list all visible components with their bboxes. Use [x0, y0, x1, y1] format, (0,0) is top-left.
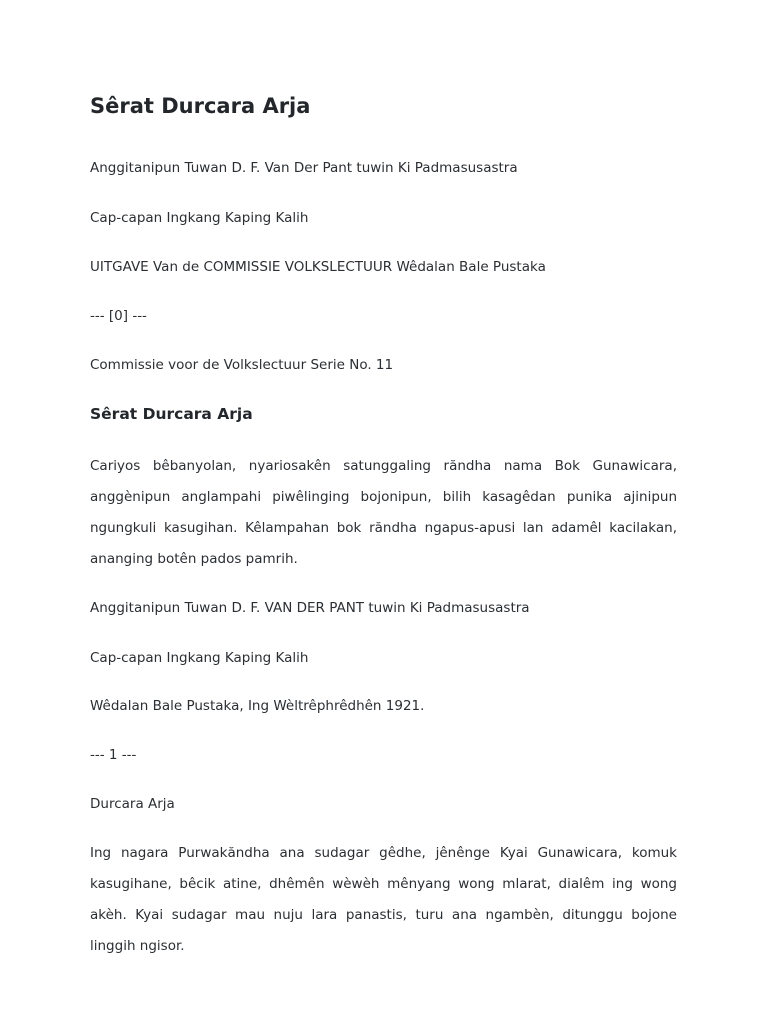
edition-line-2: Cap-capan Ingkang Kaping Kalih	[90, 650, 309, 666]
publisher-line: UITGAVE Van de COMMISSIE VOLKSLECTUUR Wêdalan Bale Pustaka	[90, 259, 546, 275]
page-marker-2: --- 1 ---	[90, 747, 137, 763]
publication-line: Wêdalan Bale Pustaka, Ing Wèltrêphrêdhên 1921.	[90, 698, 425, 714]
author-line-2: Anggitanipun Tuwan D. F. VAN DER PANT tuwin Ki Padmasusastra	[90, 600, 530, 616]
section-heading: Sêrat Durcara Arja	[90, 405, 253, 423]
opening-paragraph: Ing nagara Purwakăndha ana sudagar gêdhe, jênênge Kyai Gunawicara, komuk kasugihane, bêcik atine, dhêmên wèwèh mênyang wong mlarat, dialêm ing wong akèh. Kyai sudagar mau nuju lara panastis, turu ana ngambèn, ditunggu bojone linggih ngisor.	[90, 845, 677, 954]
chapter-title: Durcara Arja	[90, 796, 175, 812]
page-marker: --- [0] ---	[90, 308, 147, 324]
document-title: Sêrat Durcara Arja	[90, 94, 311, 118]
summary-paragraph: Cariyos bêbanyolan, nyariosakên satunggaling răndha nama Bok Gunawicara, anggènipun anglampahi piwêlinging bojonipun, bilih kasagêdan punika ajinipun ngungkuli kasugihan. Kêlampahan bok răndha ngapus-apusi lan adamêl kacilakan, ananging botên pados pamrih.	[90, 458, 677, 567]
edition-line: Cap-capan Ingkang Kaping Kalih	[90, 210, 309, 226]
series-line: Commissie voor de Volkslectuur Serie No. 11	[90, 357, 394, 373]
author-line: Anggitanipun Tuwan D. F. Van Der Pant tuwin Ki Padmasusastra	[90, 160, 518, 176]
